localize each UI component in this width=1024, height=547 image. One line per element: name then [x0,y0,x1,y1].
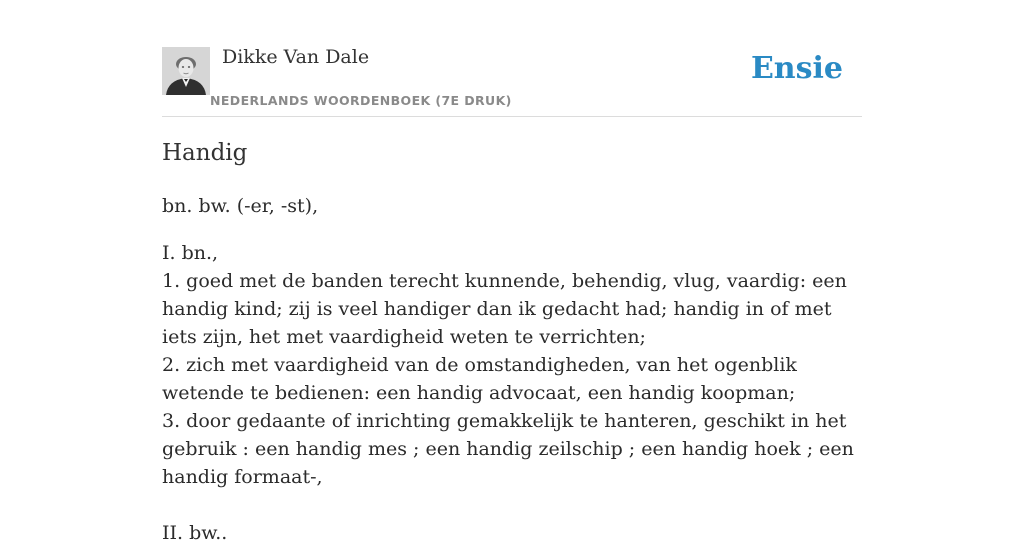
grammar-info: bn. bw. (-er, -st), [162,195,319,217]
entry-header [162,0,862,117]
author-avatar[interactable] [162,47,210,95]
definition-sense: 3. door gedaante of inrichting gemakkelijk te hanteren, geschikt in het gebruik : een handig mes ; een handig zeilschip ; een handig hoek ; een handig formaat-, [162,410,854,488]
entry-page [162,0,862,544]
entry-body [162,192,862,547]
entry-headword: Handig [162,140,248,166]
section-label-adverb: II. bw.. [162,522,228,544]
definition-sense: 2. zich met vaardigheid van de omstandigheden, van het ogenblik wetende te bedienen: een handig advocaat, een handig koopman; [162,354,797,404]
definition-sense: 1. goed met de banden terecht kunnende, behendig, vlug, vaardig: een handig kind; zij is veel handiger dan ik gedacht had; handig in of met iets zijn, het met vaardigheid weten te verrichten; [162,270,847,348]
source-title[interactable]: NEDERLANDS WOORDENBOEK (7E DRUK) [210,93,512,108]
section-label-adjective: I. bn., [162,242,219,264]
spacer [162,491,862,519]
brand-logo[interactable]: Ensie [750,51,843,86]
portrait-icon [162,47,210,95]
author-name[interactable]: Dikke Van Dale [222,46,370,68]
